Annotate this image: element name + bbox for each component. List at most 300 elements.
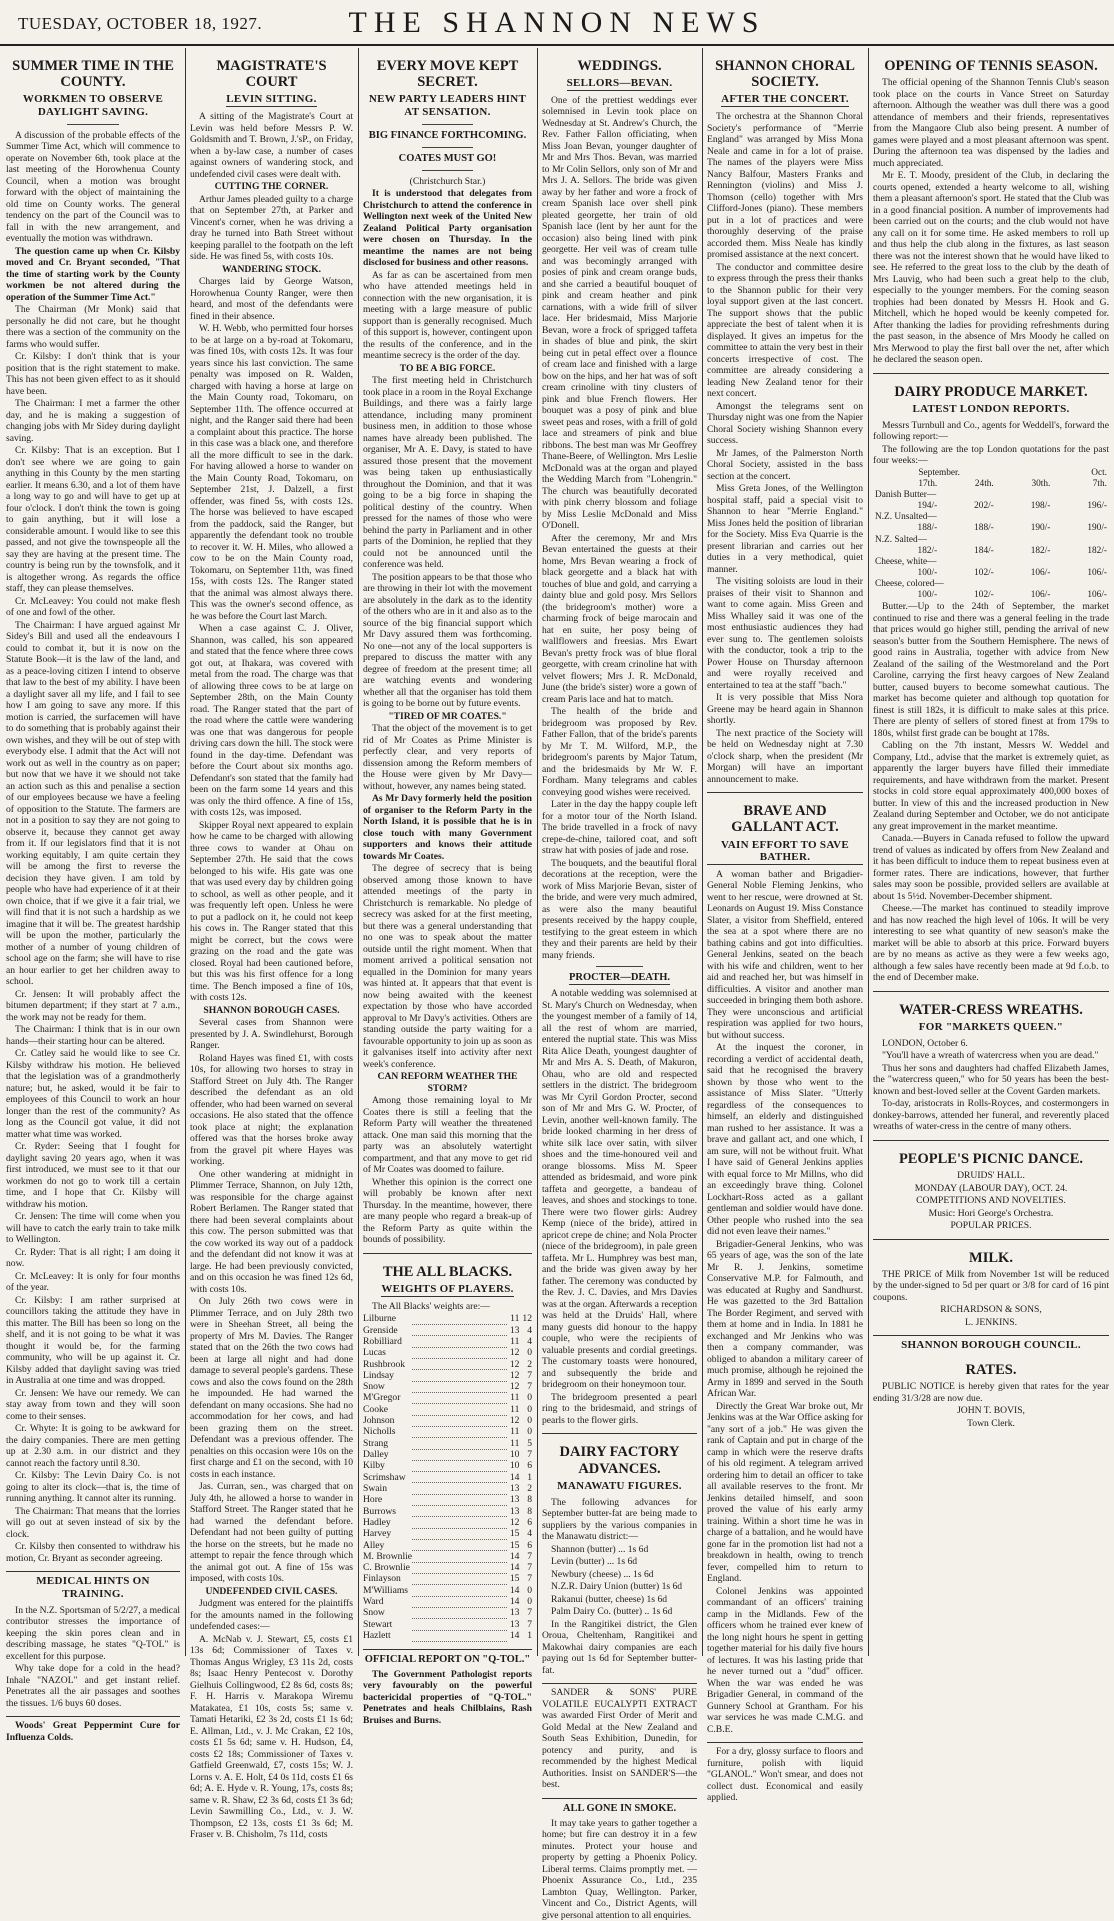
- leader-dots: [412, 1438, 507, 1449]
- table-row: [363, 1359, 532, 1370]
- price-cell: 100/-: [917, 590, 938, 601]
- paragraph: Several cases from Shannon were presented by J. A. Swindlehurst, Borough Ranger.: [190, 1017, 353, 1052]
- spacer-cell: [873, 568, 883, 579]
- leader-dots: [412, 1449, 507, 1460]
- paragraph: In the N.Z. Sportsman of 5/2/27, a medical contributor stresses the importance of keeping the skin pores clean and in describing massage, he states "Q-TOL" is excellent for this purpose.: [6, 1604, 180, 1662]
- header-cell: [996, 468, 1053, 479]
- weight-pounds: 4: [527, 1528, 532, 1540]
- table-row: [363, 1540, 532, 1551]
- divider: [873, 991, 1109, 992]
- paragraph: The Chairman: I think that is in our own hands—their starting hour can be altered.: [6, 1024, 180, 1047]
- paragraph: Shannon (butter) ... 1s 6d: [551, 1543, 649, 1555]
- article-title: MEDICAL HINTS ON TRAINING.: [36, 1575, 150, 1600]
- row-label: Danish Butter—: [875, 489, 937, 500]
- table-row: [873, 523, 1109, 534]
- weight-stone: 11: [510, 1426, 520, 1438]
- weight-stone: 13: [509, 1505, 520, 1517]
- advertisement-title: SHANNON BOROUGH COUNCIL.: [901, 1339, 1081, 1352]
- price-cell: 188/-: [974, 523, 994, 534]
- paragraph: Palm Dairy Co. (butter) .. 1s 6d: [551, 1606, 673, 1618]
- paragraph: N.Z.R. Dairy Union (butter) 1s 6d: [551, 1581, 683, 1593]
- paragraph: The official opening of the Shannon Tennis Club's season took place on the courts in Vance Street on Saturday afternoon. Although the weather was dull there was a good attendance of members and their friends, representatives from the Mangaore Club also being present. A number of games were played and a most pleasant afternoon was spent. During the afternoon tea was dispensed by the ladies and much appreciated.: [873, 77, 1109, 169]
- leader-dots: [412, 1596, 507, 1607]
- advertisement-line: COMPETITIONS AND NOVELTIES.: [916, 1195, 1066, 1207]
- article-title: WEDDINGS.: [577, 58, 662, 74]
- weight-pounds: 2: [527, 1358, 532, 1370]
- paragraph: Directly the Great War broke out, Mr Jenkins was at the War Office asking for "any sort of a job." He was given the rank of Captain and put in charge of the camp in which were the reserve drafts of his old regiment. A telegram arrived ordering him to detail an officer to take all available reserves to the front. Mr Jenkins detailed himself, and soon proved the value of his early army training. Within a short time he was in charge of a battalion, and he would have gone far in the promotion list had not a breakdown in health, owing to trench fever, compelled him to return to England.: [707, 1400, 863, 1585]
- divider: [363, 1649, 532, 1650]
- leader-dots: [412, 1325, 507, 1336]
- weight-stone: 13: [509, 1618, 520, 1630]
- row-label: N.Z. Salted—: [875, 534, 927, 545]
- paragraph: To-day, aristocrats in Rolls-Royces, and costermongers in donkey-barrows, attended her funeral, and reverently placed wreaths of water-cress in the centre of many others.: [873, 1098, 1109, 1133]
- player-name: M'Williams: [363, 1584, 409, 1596]
- advertisement-line: DRUIDS' HALL.: [957, 1170, 1025, 1182]
- weight-stone: 14: [509, 1596, 520, 1608]
- paragraph: Cr. Kilsby: That is an exception. But I don't see where we are going to gain anything in this County by the men starting earlier. It means 6.30, and a lot of them have a long way to go and will have to get up at four o'clock. I don't think the town is going to gain anything, but it will lose a considerable amount. I would like to see this passed, and not give the townspeople all the say they are having at the present time. The country is being run by the townsfolk, and it is altogether wrong. As regards the office staff, they can please themselves.: [6, 445, 180, 595]
- paragraph: Cr. Kilsby: The Levin Dairy Co. is not going to alter its clock—that is, the time of running anything. It cannot alter its running.: [6, 1470, 180, 1505]
- row-label: Cheese, white—: [875, 556, 937, 567]
- player-name: M. Brownlie: [363, 1550, 413, 1562]
- row-label: Cheese, colored—: [875, 579, 944, 590]
- price-cell: 106/-: [1030, 568, 1051, 579]
- player-name: Lucas: [363, 1347, 386, 1359]
- leader-dots: [412, 1472, 507, 1483]
- price-cell: 182/-: [1030, 545, 1051, 556]
- article-body: The All Blacks' weights are:—: [372, 1300, 490, 1312]
- weight-pounds: 0: [527, 1347, 532, 1359]
- table-row: [363, 1325, 532, 1336]
- price-cell: 106/-: [1087, 590, 1107, 601]
- article-body: [542, 988, 697, 1426]
- advances-list: [542, 1544, 697, 1618]
- weight-pounds: 1: [527, 1471, 532, 1483]
- price-cell: 202/-: [974, 501, 994, 512]
- article-subtitle: WORKMEN TO OBSERVE DAYLIGHT SAVING.: [22, 93, 164, 119]
- paragraph: The first meeting held in Christchurch took place in a room in the Royal Exchange Buildings, and there was a fairly large attendance, including many prominent business men, in addition to those whose names have already been published. The organiser, Mr A. E. Davy, is stated to have assured those present that the movement was being taken up enthusiastically throughout the Dominion, and that it was going to be a big force in shaping the political destiny of the country. When pressed for the names of those who were behind the party in Parliament and in other parts of the Dominion, he replied that they could not be announced until the conference was held.: [363, 375, 532, 571]
- weight-pounds: 5: [527, 1437, 532, 1449]
- subhead: CUTTING THE CORNER.: [214, 181, 329, 193]
- table-header: [873, 479, 1109, 490]
- paragraph: A discussion of the probable effects of the Summer Time Act, which will commence to operate on November 6th, took place at the last meeting of the Horowhenua County Council, when a motion was brought forward with the object of maintaining the old time on County works. The general tendency on the part of the Council was to fall in with the new arrangement, and eventually the motion was withdrawn.: [6, 129, 180, 245]
- leader-dots: [412, 1573, 507, 1584]
- weight-pounds: 6: [527, 1460, 532, 1472]
- date-cell: 24th.: [974, 478, 994, 489]
- weight-pounds: 4: [527, 1335, 532, 1347]
- article-subtitle: WEIGHTS OF PLAYERS.: [381, 1283, 514, 1296]
- table-row: [873, 546, 1109, 557]
- article-body: In the Rangitikei district, the Glen Oroua, Cheltenham, Rangitikei and Makowhai dairy companies are each paying out 1s 6d for September butter-fat.: [542, 1618, 697, 1676]
- leader-dots: [412, 1619, 507, 1630]
- player-name: Cooke: [363, 1403, 389, 1415]
- table-row: [873, 490, 1109, 501]
- weight-stone: 12: [509, 1369, 520, 1381]
- article-subtitle: MANAWATU FIGURES.: [557, 1479, 682, 1492]
- player-name: M'Gregor: [363, 1392, 401, 1404]
- paragraph: After the ceremony, Mr and Mrs Bevan entertained the guests at their home, Mrs Bevan wearing a frock of black georgette and a black hat with touches of blue and gold, and carrying a dainty blue and gold posy. Mrs Sellors (the bridegroom's mother) wore a charming frock of beige marocain and hat en suite, her posy being of wallflowers and freesias. Mrs Ewart Bevan's pretty frock was of blue floral georgette, with cream crinoline hat with velvet flowers; Mrs J. R. McDonald, June (the bride's sister) wore a gown of cream Paris lace and hat to match.: [542, 532, 697, 705]
- paragraph: "You'll have a wreath of watercress when you are dead.": [882, 1050, 1099, 1062]
- weight-stone: 14: [509, 1471, 520, 1483]
- player-name: Lilburne: [363, 1313, 397, 1325]
- divider: [422, 170, 473, 171]
- paragraph: Cr. McLeavey: You could not make flesh of one and fowl of the other.: [6, 595, 180, 619]
- leader-dots: [412, 1494, 507, 1505]
- article-title: DAIRY FACTORY ADVANCES.: [559, 1444, 680, 1477]
- player-name: Ward: [363, 1596, 384, 1608]
- newspaper-title: THE SHANNON NEWS: [348, 6, 766, 39]
- leader-dots: [412, 1392, 507, 1403]
- weight-stone: 11: [510, 1313, 520, 1325]
- paragraph: Skipper Royal next appeared to explain how he came to be charged with allowing three cows to wander at Ohau on September 27th. He said that the cows belonged to his wife. His gate was one that was used every day by children going to school, as well as other people, and it was frequently left open. Unless he were to put a padlock on it, he could not keep his cows in. The Ranger stated that this might be correct, but the cows were grazing on the road and the gate was closed. Royal had been cautioned before, but this was his first offence for a long time. The Bench imposed a fine of 10s, with costs 12s.: [190, 819, 353, 1004]
- weight-pounds: 0: [527, 1596, 532, 1608]
- masthead: [0, 0, 1114, 46]
- player-name: Lindsay: [363, 1369, 394, 1381]
- table-row: [873, 501, 1109, 512]
- paragraph: It is very possible that Miss Nora Greene may be heard again in Shannon shortly.: [707, 692, 863, 727]
- header-cell: September.: [918, 467, 960, 478]
- price-cell: 106/-: [1087, 568, 1107, 579]
- leader-dots: [412, 1404, 507, 1415]
- advertisement: SANDER & SONS' PURE VOLATILE EUCALYPTI EXTRACT was awarded First Order of Merit and Gold Medal at the New Zealand and South Seas Exhibition, Dunedin, for potency and purity, and is recommended by the highest Medical Authorities. Insist on SANDER'S—the best.: [542, 1687, 697, 1791]
- leader-dots: [412, 1370, 507, 1381]
- paragraph: Rakanui (butter, cheese) 1s 6d: [551, 1593, 668, 1605]
- article-title: MAGISTRATE'S COURT: [216, 58, 327, 91]
- weight-pounds: 0: [527, 1403, 532, 1415]
- weight-pounds: 7: [527, 1607, 532, 1619]
- table-row: [363, 1483, 532, 1494]
- price-cell: 102/-: [974, 590, 994, 601]
- table-row: [363, 1630, 532, 1641]
- weight-pounds: 7: [527, 1573, 532, 1585]
- column-6: [873, 48, 1109, 1656]
- price-cell: 188/-: [917, 523, 938, 534]
- player-name: Snow: [363, 1381, 385, 1393]
- player-name: Hazlett: [363, 1630, 391, 1641]
- paragraph: Among those remaining loyal to Mr Coates there is still a feeling that the Reform Party will weather the threatened attack. One man said this morning that the party was an absolutely watertight compartment, and that any move to get rid of Mr Coates was doomed to failure.: [363, 1095, 532, 1176]
- paragraph: Cr. Kilsby: I don't think that is your position that is the right statement to make. This has not been given effect to as it should have been.: [6, 351, 180, 397]
- quotations-table: [873, 468, 1109, 602]
- column-rule: [185, 48, 186, 1656]
- paragraph: Cr. Ryder: That is all right; I am doing it now.: [6, 1246, 180, 1270]
- subhead: TO BE A BIG FORCE.: [399, 362, 496, 374]
- weight-stone: 15: [509, 1539, 520, 1551]
- article-subtitle: LATEST LONDON REPORTS.: [912, 402, 1070, 415]
- article-title: THE ALL BLACKS.: [382, 1263, 513, 1280]
- date-cell: 30th.: [1031, 478, 1051, 489]
- player-name: C. Brownlie: [363, 1562, 410, 1574]
- article-body: [6, 130, 180, 1565]
- weight-pounds: 8: [527, 1505, 532, 1517]
- leader-dots: [412, 1460, 507, 1471]
- paragraph: Cabling on the 7th instant, Messrs W. Weddel and Company, Ltd., advise that the market is extremely quiet, as apparently the larger buyers have filled their immediate requirements, and have withdrawn from the market. Present stocks in cold store equal approximately 400,000 boxes of butter. In view of this and the increased production in New Zealand during September and October, we do not anticipate any great improvement in the market meantime.: [873, 740, 1109, 832]
- paragraph: Brigadier-General Jenkins, who was 65 years of age, was the son of the late Mr R. J. Jenkins, sometime Conservative M.P. for Falmouth, and was educated at Rugby and Sandhurst. He was gazetted to the 3rd Battalion The Border Regiment, and served with them at home and in India. In 1881 he exchanged and Mr Jenkins who was then a company commander, was obliged to abandon a military career of much promise, although he rejoined the Army in 1899 and served in the South African War.: [707, 1238, 863, 1400]
- weight-stone: 11: [510, 1335, 520, 1347]
- article-body: [542, 95, 697, 962]
- article-body: [363, 863, 532, 1246]
- leader-dots: [412, 1359, 507, 1370]
- weight-pounds: 0: [527, 1415, 532, 1427]
- player-name: Rushbrook: [363, 1358, 406, 1370]
- article-title: OFFICIAL REPORT ON "Q-TOL.": [364, 1653, 531, 1665]
- weight-stone: 13: [509, 1494, 520, 1506]
- table-row: [363, 1460, 532, 1471]
- header-cell: [873, 468, 883, 479]
- advertisement: It may take years to gather together a home; but fire can destroy it in a few minutes. Protect your house and property by getting a Phoenix Policy. Liberal terms. Claims promptly met. —Phoenix Assurance Co., Ltd., 235 Lambton Quay, Wellington. Parker, Vincent and Co., District Agents, will give personal attention to all enquiries.: [542, 1817, 697, 1921]
- paragraph: Cr. Jensen: The time will come when you will have to catch the early train to take milk to Wellington.: [6, 1211, 180, 1246]
- weight-stone: 11: [510, 1392, 520, 1404]
- article-body: [873, 601, 1109, 984]
- paragraph: Cr. Ryder: Seeing that I fought for daylight saving 20 years ago, when it was first introduced, we must see to it that our workmen do not go to work till a certain time, and I hope that Cr. Kilsby will withdraw his motion.: [6, 1141, 180, 1210]
- player-name: Scrimshaw: [363, 1471, 406, 1483]
- paragraph: A notable wedding was solemnised at St. Mary's Church on Wednesday, when the youngest member of a family of 14, all the rest of whom are married, entered the nuptial state. This was Miss Rita Alice Death, youngest daughter of Mr and Mrs A. S. Death, of Makuron, Ohau, who are old and respected settlers in the district. The bridegroom was Mr Cyril Gordon Procter, second son of Mr and Mrs G. W. Procter, of Levin, another well-known family. The bride looked charming in her dress of white silk lace over satin, with silver shoes and the time-honoured veil and orange blossoms. Miss M. Speer attended as bridesmaid, and wore pink taffeta and georgette, a bandeau of leaves, and shoes and stockings to tone. There were two flower girls: Audrey Kemp (niece of the bride), attired in apricot crepe de chine; and Nola Procter (niece of the bridegroom), in pale green taffeta. Mr L. Humphrey was best man, and the bride was given away by her father. The ceremony was conducted by the Rev. J. C. Davies, and Mrs Davies was at the organ. Afterwards a reception was held at the Druids' Hall, where many guests did honour to the happy couple, who were the recipients of valuable presents and cordial greetings. The customary toasts were honoured, and subsequently the bride and bridegroom on their honeymoon tour.: [542, 988, 697, 1391]
- leader-dots: [412, 1426, 507, 1437]
- leader-dots: [412, 1506, 507, 1517]
- weight-pounds: 6: [527, 1539, 532, 1551]
- player-name: Robilliard: [363, 1335, 402, 1347]
- leader-dots: [412, 1483, 507, 1494]
- player-name: Dalley: [363, 1449, 389, 1460]
- paragraph: When a case against C. J. Oliver, Shannon, was called, his son appeared and stated that the fence where three cows got out, at Ihakara, was covered with metal from the road. The charge was that of allowing three cows to be at large on September 28th, on the Main County road. The Ranger stated that the part of the road where the cattle were wandering was one that was dangerous for people driving cars down the hill. The stock were found in the day-time. Defendant was before the Court about six months ago. Defendant's son stated that the family had been on the farm some 14 years and this was only the third offence. A fine of 15s, with costs 12s, was imposed.: [190, 623, 353, 819]
- player-name: Alley: [363, 1539, 385, 1551]
- divider: [873, 1335, 1109, 1336]
- table-row: [873, 512, 1109, 523]
- weight-pounds: 7: [527, 1449, 532, 1460]
- price-cell: 106/-: [1030, 590, 1051, 601]
- paragraph: One of the prettiest weddings ever solemnised in Levin took place on Wednesday at St. Andrew's Church, the Rev. Father Fallon officiating, when Miss Joan Bevan, younger daughter of Mr and Mrs Thos. Bevan, was married to Mr Colin Sellors, only son of Mr and Mrs J. A. Sellors. The bride was given away by her father and wore a frock of cream Spanish lace over shell pink pleated georgette, her train of old Spanish lace (lent by her aunt for the occasion) also being lined with pink georgette. Her veil was of cream tulle and was becomingly arranged with posies of pink and cream orange buds, and she carried a beautiful bouquet of pink and cream heather and pink carnations, with a wide frill of silver lace. Her bridesmaid, Miss Marjorie Bevan, wore a frock of sprigged taffeta in shades of blue and pink, the skirt being cut in petal effect over a flounce of cream lace and finished with a large bow on the hips, and her hat was of soft cream crinoline with tiny clusters of pink and blue French flowers. Her bouquet was a posy of pink and blue sweet peas and roses, with a frill of gold lace and streamers of pink and blue ribbons. The best man was Mr Geoffrey Thane-Beere, of Wellington. Mrs Leslie McDonald was at the organ and played the Wedding March from "Lohengrin." The church was beautifully decorated with pink cherry blossom and foliage by Miss Leslie McDonald and Miss O'Donell.: [542, 94, 697, 532]
- column-rule: [358, 48, 359, 1656]
- paragraph: Levin (butter) ... 1s 6d: [551, 1556, 638, 1568]
- weight-pounds: 0: [527, 1426, 532, 1438]
- subhead: BIG FINANCE FORTHCOMING.: [368, 129, 527, 141]
- paragraph: The next practice of the Society will be held on Wednesday night at 7.30 o'clock sharp, when the president (Mr Morgan) will have an important announcement to make.: [707, 727, 863, 785]
- weight-stone: 12: [509, 1381, 520, 1393]
- weight-pounds: 7: [527, 1550, 532, 1562]
- advertisement-line: L. JENKINS.: [965, 1316, 1017, 1328]
- player-name: Harvey: [363, 1528, 392, 1540]
- leader-dots: [412, 1562, 507, 1573]
- article-title: OPENING OF TENNIS SEASON.: [884, 58, 1098, 74]
- weight-stone: 12: [509, 1347, 520, 1359]
- paragraph: Jas. Curran, sen., was charged that on July 4th, he allowed a horse to wander in Stafford Street. The Ranger stated that he had warned the defendant before. Defendant had not been guilty of putting the horse on the streets, but he made no attempt to repair the fence through which the animal got out. A fine of 15s was imposed, with costs 10s.: [190, 1481, 353, 1585]
- article-title: PROCTER—DEATH.: [569, 972, 670, 985]
- table-header: [873, 468, 1109, 479]
- divider: [6, 1571, 180, 1572]
- paragraph: Judgment was entered for the plaintiffs for the amounts named in the following undefended cases:—: [190, 1598, 353, 1633]
- table-row: [363, 1347, 532, 1358]
- article-body: [707, 869, 863, 1736]
- player-name: Hore: [363, 1494, 383, 1506]
- advertisement-line: POPULAR PRICES.: [950, 1220, 1032, 1232]
- paragraph: Cr. Whyte: It is going to be awkward for the dairy companies. There are men getting up at 2.30 a.m. in our district and they cannot reach the factory until 8.30.: [6, 1423, 180, 1469]
- subhead: SHANNON BOROUGH CASES.: [203, 1004, 340, 1016]
- table-row: [363, 1607, 532, 1618]
- player-name: Burrows: [363, 1505, 397, 1517]
- weight-pounds: 0: [527, 1584, 532, 1596]
- lead-paragraph: It is understood that delegates from Christchurch to attend the conference in Wellington next week of the United New Zealand Political Party organisation were chosen on Thursday. In the meantime the names are not being disclosed for business and other reasons.: [363, 188, 532, 269]
- player-name: Kilby: [363, 1460, 385, 1472]
- table-row: [363, 1494, 532, 1505]
- weight-pounds: 0: [527, 1392, 532, 1404]
- advertisement-title: PEOPLE'S PICNIC DANCE.: [898, 1150, 1084, 1167]
- weight-stone: 11: [510, 1403, 520, 1415]
- article-body: [363, 270, 532, 793]
- advertisement: Woods' Great Peppermint Cure for Influenza Colds.: [6, 1720, 180, 1743]
- player-name: Snow: [363, 1607, 385, 1619]
- paragraph: Miss Greta Jones, of the Wellington hospital staff, paid a special visit to Shannon to hear "Merrie England." Miss Jones held the position of librarian for the Society. Miss Eva Quarrie is the present librarian and carries out her duties in a very methodical, quiet manner.: [707, 483, 863, 575]
- weight-stone: 13: [509, 1482, 520, 1494]
- table-row: [363, 1573, 532, 1584]
- table-row: [363, 1313, 532, 1324]
- paragraph: Colonel Jenkins was appointed commandant of an officers' training camp in the Midlands. Few of the officers whom he trained ever knew of the long night hours he spent in getting together material for his daily five hours of lectures. It was his lasting pride that he never turned out a "dud" officer. When the war was ended he was Brigadier General, in command of the Gunnery School at Grantham. For his war services he was made C.M.G. and C.B.E.: [707, 1585, 863, 1735]
- article-body: [873, 77, 1109, 366]
- paragraph: The health of the bride and bridegroom was proposed by Rev. Father Fallon, that of the bride's parents by Mr T. M. Wilford, M.P., the bridegroom's parents by Major Tatum, and the bridesmaids by Mr W. F. Fordham. Many telegrams and cables conveying good wishes were received.: [542, 706, 697, 798]
- date-cell: 7th.: [1092, 478, 1107, 489]
- leader-dots: [412, 1347, 507, 1358]
- player-name: Johnson: [363, 1415, 395, 1427]
- table-row: [363, 1528, 532, 1539]
- divider: [67, 124, 119, 125]
- leader-dots: [412, 1551, 507, 1562]
- article-body: [6, 1605, 180, 1710]
- paragraph: As far as can be ascertained from men who have attended meetings held in connection with the new organisation, it is meeting with a large measure of public support than is generally recognised. Much of this support is, however, contingent upon the results of the conference, and in the meantime secrecy is the order of the day.: [363, 269, 532, 362]
- paragraph: The bridegroom presented a pearl ring to the bridesmaid, and strings of pearls to the flower girls.: [542, 1391, 697, 1426]
- table-row: [873, 579, 1109, 590]
- price-cell: 182/-: [917, 545, 938, 556]
- paragraph: Cheese.—The market has continued to steadily improve and has now reached the high level of 106s. It will be very interesting to see what quantity of new season's make the market will be able to absorb at this price. Forward buyers are by no means as active as they were a few weeks ago, although a few sales have recently been made at 9d f.o.b. to the end of December make.: [873, 903, 1109, 984]
- article-title: WATER-CRESS WREATHS.: [899, 1001, 1083, 1018]
- paragraph: The question came up when Cr. Kilsby moved and Cr. Bryant seconded, "That the time of starting work by the County workmen be not altered during the operation of the Summer Time Act.": [6, 245, 180, 303]
- spacer-cell: [873, 590, 883, 601]
- article-subtitle: NEW PARTY LEADERS HINT AT SENSATION.: [368, 93, 527, 119]
- paragraph: Roland Hayes was fined £1, with costs 10s, for allowing two horses to stray in Stafford Street on July 4th. The Ranger described the defendant as an old offender, who had been warned on several occasions. He also stated that the offence took place at night; the explanation offered was that the horses broke away from the gravel pit where Hayes was working.: [190, 1052, 353, 1168]
- paragraph: The conductor and committee desire to express through the press their thanks to the Shannon public for their very loyal support given at the last concert. The support shows that the public appreciate the best of talent when it is displayed. It gives an impetus for the committee to attain the very best in their concerts irrespective of cost. The committee are already considering a leading New Zealand tenor for their next concert.: [707, 261, 863, 400]
- divider: [422, 124, 473, 125]
- paragraph: A. McNab v. J. Stewart, £5, costs £1 13s 6d; Commissioner of Taxes v. Thomas Angus Wrigley, £3 11s 2d, costs 8s; Isaac Henry Pentecost v. Dorothy Gielhuis Collingwood, £2 8s 6d, costs 8s; F. H. Harris v. Marakopa Wiremu Matakatea, £1 10s, costs 5s; same v. Tamati Hetariki, £2 3s 2d, costs £1 1s 6d; E. Allman, Ltd., v. J. Mc Crakan, £2 10s, costs £1 5s 6d; same v. H. Hudson, £4, costs £2 18s; Commissioner of Taxes v. Gatfield Greenwald, £7, costs 15s; W. J. Lorns v. A. E. Holt, £4 0s 11d, costs £1 6s 6d; A. E. Hyde v. R. Young, 17s, costs 8s; same v. R. Shaw, £2 3s 6d, costs £1 3s 6d; Levin Sawmilling Co., Ltd., v. J. W. Thompson, £2 13s, costs £1 3s 6d; M. Fraser v. B. Chisholm, 7s 11d, costs: [190, 1633, 353, 1841]
- weight-stone: 12: [509, 1358, 520, 1370]
- paragraph: Cr. Kilsby then consented to withdraw his motion, Cr. Bryant as seconder agreeing.: [6, 1541, 180, 1564]
- advertisement-line: Town Clerk.: [967, 1417, 1015, 1429]
- signature: [873, 1405, 1109, 1429]
- article-subtitle: FOR "MARKETS QUEEN.": [918, 1021, 1064, 1034]
- column-3: [363, 48, 532, 1726]
- article-subtitle: LEVIN SITTING.: [226, 93, 317, 106]
- article-title: EVERY MOVE KEPT SECRET.: [376, 58, 519, 91]
- table-row: [363, 1404, 532, 1415]
- table-row: [363, 1585, 532, 1596]
- weight-stone: 14: [509, 1550, 520, 1562]
- table-row: [363, 1415, 532, 1426]
- paragraph: The visiting soloists are loud in their praises of their visit to Shannon and want to come again. Miss Green and Miss Whalley said it was one of the most enthusiastic audiences they had ever sung to. The gentlemen soloists with the conductor, took a trip to the Power House on Thursday afternoon and were royally received and entertained to tea at the staff "bach.": [707, 576, 863, 691]
- weight-pounds: 7: [527, 1381, 532, 1393]
- paragraph: Arthur James pleaded guilty to a charge that on September 27th, at Parker and Vincent's corner, when he was driving a dray he turned into Bath Street without keeping parallel to the footpath on the left side. He was fined 5s, with costs 10s.: [190, 193, 353, 263]
- paragraph: That the object of the movement is to get rid of Mr Coates as Prime Minister is perfectly clear, and very reports of dissension among the Reform members of the House were given by Mr Davy—without, however, any names being stated.: [363, 723, 532, 792]
- weight-pounds: 7: [527, 1562, 532, 1574]
- spacer-cell: [873, 523, 883, 534]
- price-cell: 102/-: [974, 568, 994, 579]
- article-title: SHANNON CHORAL SOCIETY.: [715, 58, 855, 91]
- table-row: [363, 1449, 532, 1460]
- column-rule: [702, 48, 703, 1656]
- paragraph: The degree of secrecy that is being observed among those known to have attended meetings of the party in Christchurch is remarkable. No pledge of secrecy was asked for at the first meeting, but there was a general understanding that no one was to speak about the matter outside until the right moment. When that moment arrived a political sensation not equalled in the Dominion for many years was hinted at. It appears that that event is now being awaited with the keenest expectation by those who have accorded approval to Mr Davy's activities. Others are standing outside the party waiting for a favourable opportunity to join up as soon as it galvanises itself into activity after next week's conference.: [363, 863, 532, 1070]
- advertisement-line: JOHN T. BOVIS,: [957, 1405, 1025, 1417]
- subhead: UNDEFENDED CIVIL CASES.: [205, 1585, 338, 1597]
- weight-stone: 13: [509, 1607, 520, 1619]
- weight-pounds: 12: [522, 1313, 532, 1325]
- column-2: [190, 48, 353, 1841]
- article-title: SUMMER TIME IN THE COUNTY.: [12, 58, 174, 91]
- table-row: [873, 535, 1109, 546]
- paragraph: Thus her sons and daughters had chaffed Elizabeth James, the "watercress queen," who for 50 years has been the best-known and best-loved seller at the Covent Garden markets.: [873, 1062, 1109, 1097]
- table-row: [363, 1438, 532, 1449]
- column-rule: [868, 48, 869, 1656]
- paragraph: The Chairman: That means that the lorries will go out at seven instead of six by the clock.: [6, 1505, 180, 1540]
- date-cell: 17th.: [918, 478, 938, 489]
- weight-pounds: 1: [527, 1630, 532, 1641]
- divider: [542, 1683, 697, 1684]
- column-4: [542, 48, 697, 1921]
- player-name: Nicholls: [363, 1426, 396, 1438]
- divider: [542, 1798, 697, 1799]
- weight-stone: 12: [509, 1415, 520, 1427]
- column-1: [6, 48, 180, 1743]
- weight-pounds: 2: [527, 1482, 532, 1494]
- paragraph: The bouquets, and the beautiful floral decorations at the reception, were the work of Miss Marjorie Bevan, sister of the bride, and were very much admired, as were also the many beautiful presents received by the happy couple, testifying to the great esteem in which they and their parents are held by their many friends.: [542, 857, 697, 961]
- divider: [596, 966, 643, 967]
- spacer-cell: [873, 501, 883, 512]
- divider: [363, 1253, 532, 1254]
- paragraph: Cr. Jensen: We have our remedy. We can stay away from town and they will soon come to their senses.: [6, 1387, 180, 1422]
- advertisement: For a dry, glossy surface to floors and furniture, polish with liquid "GLANOL." Won't smear, and does not collect dust. Economical and easily applied.: [707, 1746, 863, 1804]
- weight-pounds: 6: [527, 1516, 532, 1528]
- paragraph: The Chairman: I have argued against Mr Sidey's Bill and used all the endeavours I could to combat it, but it is now on the Statute Book—it is the law of the land, and as a peace-loving citizen I intend to observe that law to the best of my ability. I have been a daylight saver all my life, and I fail to see how I am going to save any more. If this motion is carried, the surfacemen will have to do something that is probably against their own wishes, and they will be out of step with everybody else. I admit that the Act will not work out as well in the country as on paper; but now that we have it we should not take an action such as this and penalise a section of our employees because we have a feeling of opposition to the Statute. The farmers are not in a position to say they are not going to observe it, because they cannot get away from it. If our legislators find that it is not working equitably, I am quite certain they will be among the first to reverse the decision they have given. I am told by people who have had experience of it at their own choice, that if we give it a fair trial, we will find that it is not such a hardship as we imagine that it will be. The greatest hardship will be upon the mother, particularly the mother of a number of young children of school age on the farm; she will have to rise an hour earlier to get her children away to school.: [6, 619, 180, 988]
- article-body: [190, 111, 353, 1841]
- subhead: COATES MUST GO!: [398, 152, 497, 164]
- paragraph: Mr James, of the Palmerston North Choral Society, assisted in the bass section at the concert.: [707, 447, 863, 482]
- advertisement: PUBLIC NOTICE is hereby given that rates for the year ending 31/3/28 are now due.: [873, 1381, 1109, 1404]
- subhead: CAN REFORM WEATHER THE STORM?: [377, 1071, 518, 1094]
- leader-dots: [412, 1607, 507, 1618]
- player-name: Grenside: [363, 1324, 398, 1336]
- column-5: [707, 48, 863, 1804]
- table-row: [363, 1392, 532, 1403]
- table-row: [363, 1426, 532, 1437]
- weight-stone: 12: [509, 1516, 520, 1528]
- price-cell: 194/-: [917, 501, 938, 512]
- leader-dots: [412, 1517, 507, 1528]
- paragraph: A woman bather and Brigadier-General Noble Fleming Jenkins, who went to her rescue, were drowned at St. Leonards on August 19. Miss Constance Slater, a visitor from Sheffield, entered the sea at a spot where there are no bathing cabins and got into difficulties. General Jenkins, seated on the beach with his wife and children, went to her aid and reached her, but was himself in difficulties. A visitor and another man succeeded in bringing them both ashore. They were unconscious and artificial respiration was applied for two hours, but without success.: [707, 868, 863, 1041]
- table-row: [363, 1370, 532, 1381]
- row-label: N.Z. Unsalted—: [875, 512, 937, 523]
- advertisement-line: MONDAY (LABOUR DAY), OCT. 24.: [914, 1182, 1068, 1194]
- paragraph: W. H. Webb, who permitted four horses to be at large on a by-road at Tokomaru, was fined 10s, with costs 12s. It was four years since his last conviction. The same penalty was imposed on R. Walden, charged with having a horse at large on the Main County road, Tokomaru, on September 11th. The offence occurred at night, and the Ranger said there had been a complaint about this practice. The horse in this case was a black one, and therefore all the more difficult to see in the dark. For having allowed a horse to wander on the Main County Road, Tokomaru, on September 21st, J. Dalzell, a first offender, was fined 5s, with costs 12s. The horse was believed to have escaped from the paddock, said the Ranger, but apparently the defendant took no trouble to recover it. W. H. Miles, who allowed a cow to be on the Main County road, Tokomaru, on September 11th, was fined 15s, with costs 12s. The Ranger stated that the animal was almost always there. This was the owner's second offence, as he was before the Court last March.: [190, 323, 353, 622]
- paragraph: The Chairman (Mr Monk) said that personally he did not care, but he thought there was a section of the community on the farms who would suffer.: [6, 304, 180, 350]
- weight-stone: 14: [509, 1562, 520, 1574]
- divider: [707, 792, 863, 793]
- advertisement: The Government Pathologist reports very favourably on the powerful bactericidal properties of "Q-TOL." Penetrates and heals Chilblains, Rash Bruises and Burns.: [363, 1668, 532, 1726]
- paragraph: Later in the day the happy couple left for a motor tour of the North Island. The bride travelled in a frock of navy crepe-de-chine, tailored coat, and soft straw hat with posies of jade and rose.: [542, 799, 697, 857]
- price-cell: 184/-: [974, 545, 994, 556]
- table-row: [873, 590, 1109, 601]
- source-credit: (Christchurch Star.): [409, 175, 486, 187]
- signature: [873, 1304, 1109, 1328]
- advertisement-title: RATES.: [965, 1361, 1017, 1378]
- article-body: [873, 1038, 1109, 1133]
- table-row: [363, 1506, 532, 1517]
- paragraph: At the inquest the coroner, in recording a verdict of accidental death, said that he recognised the bravery shown by those who went to the assistance of Miss Slater. "Utterly regardless of the consequences to himself, an elderly and distinguished man rushed to her assistance. It was a brave and gallant act, and one which, I am sure, will not be without fruit. What I have said of General Jenkins applies with equal force to Mr Millns, who did an exceedingly brave thing. Colonel Lockhart-Ross acted as a gallant gentleman and soldier would have done. Other people who rushed into the sea did not even leave their names.": [707, 1042, 863, 1238]
- price-cell: 190/-: [1087, 523, 1107, 534]
- article-body: The following advances for September butter-fat are being made to suppliers by the various companies in the Manawatu district:—: [542, 1496, 697, 1543]
- weight-pounds: 8: [527, 1494, 532, 1506]
